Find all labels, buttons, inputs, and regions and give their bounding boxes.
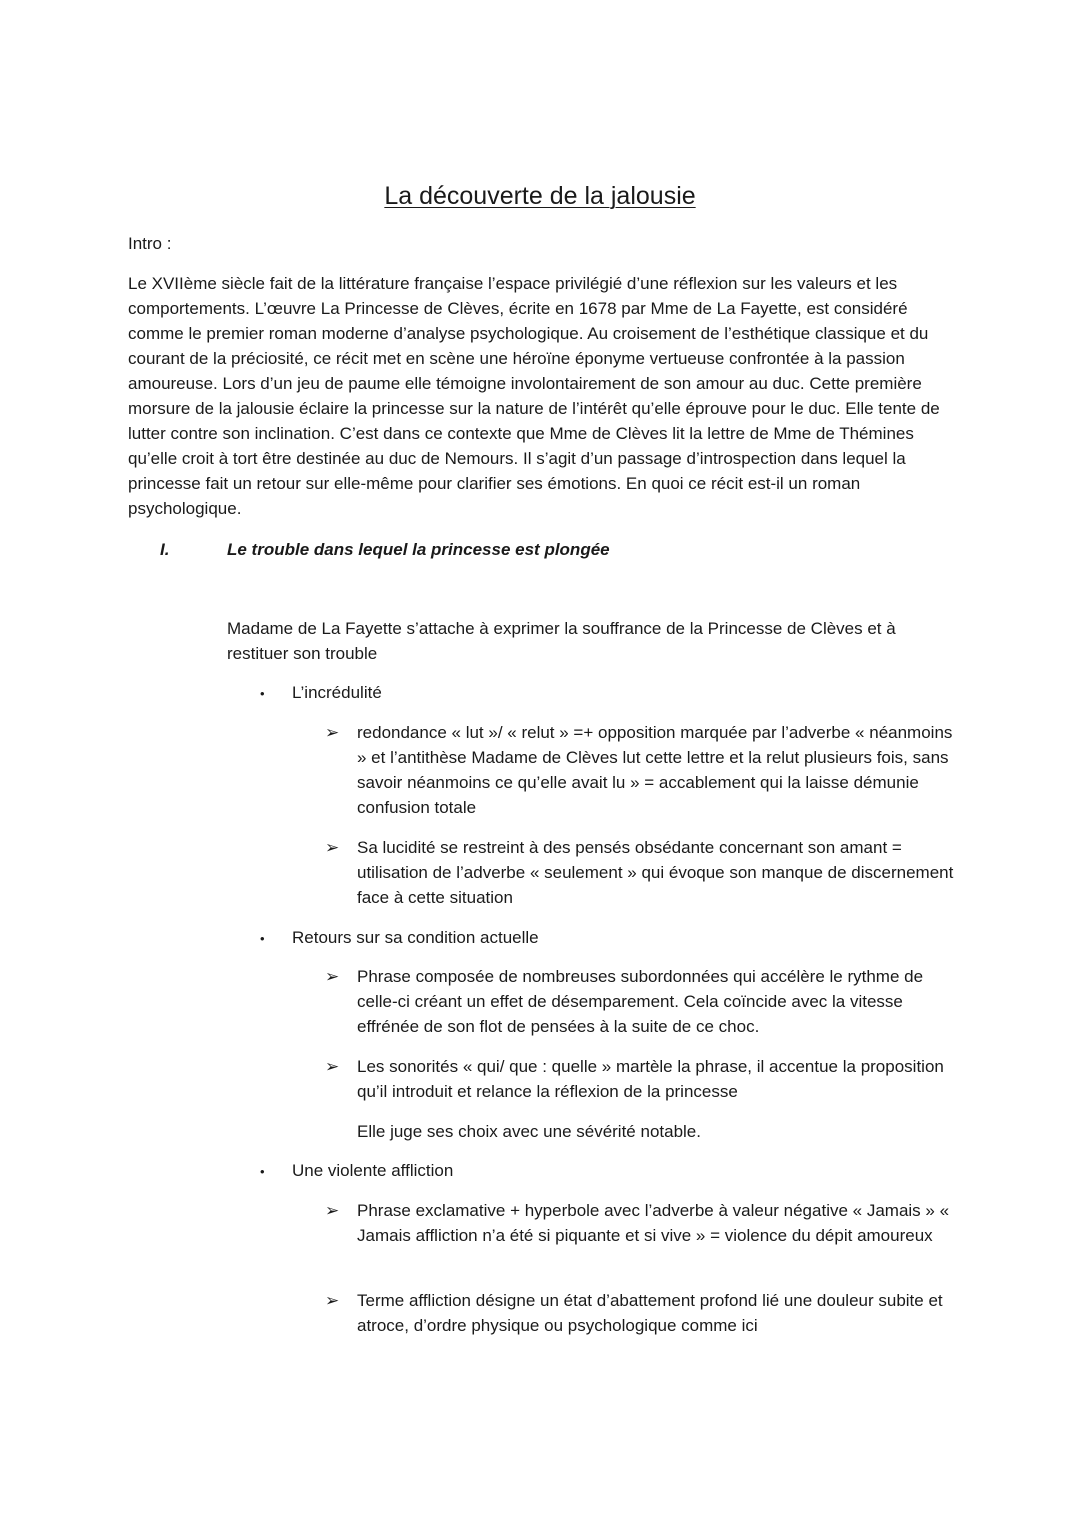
arrow-point-text: Terme affliction désigne un état d’abattement profond lié une douleur subite et atroce, d’ordre physique ou psychologique comme ici	[357, 1291, 943, 1335]
arrow-point-text: Phrase exclamative + hyperbole avec l’adverbe à valeur négative « Jamais » « Jamais affliction n’a été si piquante et si vive » = violence du dépit amoureux	[357, 1201, 950, 1245]
intro-label: Intro :	[128, 234, 172, 253]
page-title-text: La découverte de la jalousie	[384, 182, 696, 210]
page-title	[0, 180, 1080, 212]
arrow-point	[325, 1054, 955, 1104]
arrow-icon: ➢	[325, 1201, 340, 1220]
bullet-dot-icon: •	[260, 1164, 265, 1179]
bullet-item	[260, 1158, 453, 1184]
arrow-point-text: Les sonorités « qui/ que : quelle » martèle la phrase, il accentue la proposition qu’il introduit et relance la réflexion de la princesse	[357, 1057, 944, 1101]
intro-paragraph: Le XVIIème siècle fait de la littérature française l’espace privilégié d’une réflexion sur les valeurs et les comportements. L’œuvre La Princesse de Clèves, écrite en 1678 par Mme de La Fayette, est considéré comme le premier roman moderne d’analyse psychologique. Au croisement de l’esthétique classique et du courant de la préciosité, ce récit met en scène une héroïne éponyme vertueuse confrontée à la passion amoureuse. Lors d’un jeu de paume elle témoigne involontairement de son amour au duc. Cette première morsure de la jalousie éclaire la princesse sur la nature de l’intérêt qu’elle éprouve pour le duc. Elle tente de lutter contre son inclination. C’est dans ce contexte que Mme de Clèves lit la lettre de Mme de Thémines qu’elle croit à tort être destinée au duc de Nemours. Il s’agit d’un passage d’introspection dans lequel la princesse fait un retour sur elle-même pour clarifier ses émotions. En quoi ce récit est-il un roman psychologique.	[128, 274, 940, 518]
arrow-icon: ➢	[325, 1291, 340, 1310]
bullet-label: L’incrédulité	[292, 683, 382, 702]
bullet-dot-icon: •	[260, 931, 265, 946]
arrow-point-text: Sa lucidité se restreint à des pensés obsédante concernant son amant = utilisation de l’adverbe « seulement » qui évoque son manque de discernement face à cette situation	[357, 838, 954, 907]
arrow-point-text: Phrase composée de nombreuses subordonnées qui accélère le rythme de celle-ci créant un effet de désemparement. Cela coïncide avec la vitesse effrénée de son flot de pensées à la suite de ce choc.	[357, 967, 924, 1036]
arrow-icon: ➢	[325, 967, 340, 986]
arrow-icon: ➢	[325, 723, 340, 742]
arrow-point-text: redondance « lut »/ « relut » =+ opposition marquée par l’adverbe « néanmoins » et l’antithèse Madame de Clèves lut cette lettre et la relut plusieurs fois, sans savoir néanmoins ce qu’elle avait lu » = accablement qui la laisse démunie confusion totale	[357, 723, 953, 817]
bullet-label: Une violente affliction	[292, 1161, 454, 1180]
section-note: Elle juge ses choix avec une sévérité notable.	[357, 1122, 701, 1141]
arrow-point	[325, 964, 955, 1039]
arrow-point	[325, 1288, 955, 1338]
bullet-item	[260, 925, 539, 951]
arrow-point	[325, 835, 955, 910]
bullet-item	[260, 680, 382, 706]
section-title: Le trouble dans lequel la princesse est plongée	[227, 540, 610, 559]
bullet-dot-icon: •	[260, 686, 265, 701]
bullet-label: Retours sur sa condition actuelle	[292, 928, 539, 947]
arrow-point	[325, 720, 955, 820]
arrow-icon: ➢	[325, 838, 340, 857]
section-number: I.	[160, 540, 170, 559]
arrow-point	[325, 1198, 955, 1248]
section-lead: Madame de La Fayette s’attache à exprimer la souffrance de la Princesse de Clèves et à restituer son trouble	[227, 619, 896, 663]
section-heading	[160, 537, 610, 562]
arrow-icon: ➢	[325, 1057, 340, 1076]
